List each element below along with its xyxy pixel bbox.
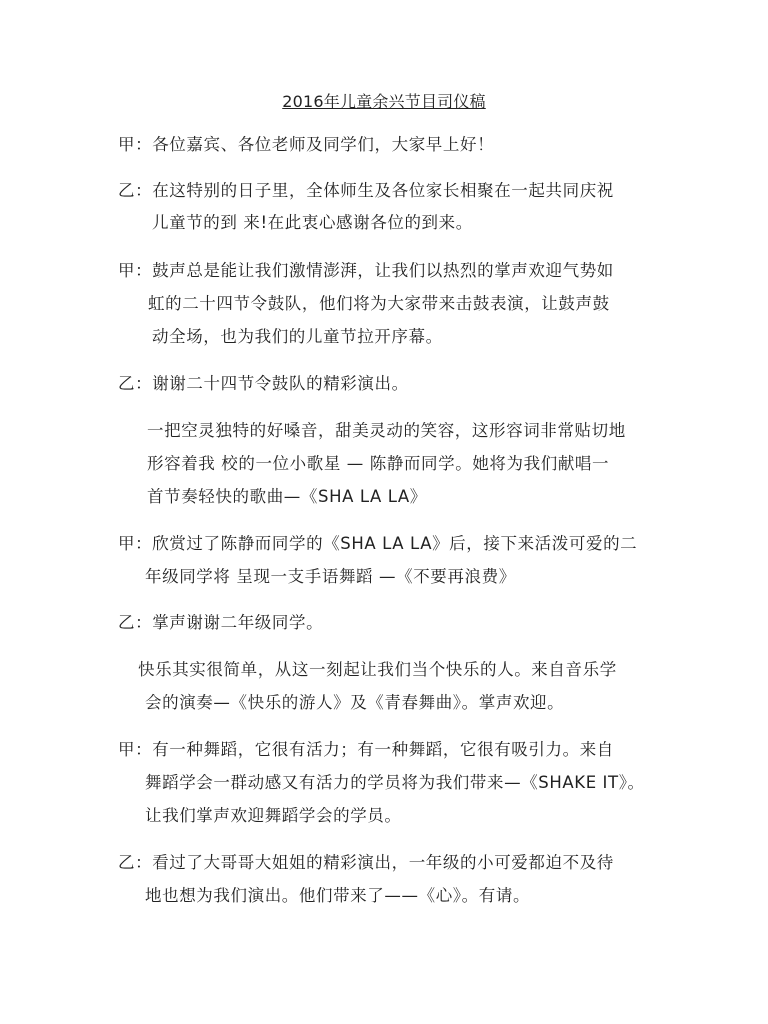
script-line: 一把空灵独特的好嗓音，甜美灵动的笑容，这形容词非常贴切地 [147,421,626,440]
script-line: 甲：有一种舞蹈，它很有活力；有一种舞蹈，它很有吸引力。来自 [118,740,614,759]
script-line: 让我们掌声欢迎舞蹈学会的学员。 [145,806,402,825]
script-line: 乙：在这特别的日子里，全体师生及各位家长相聚在一起共同庆祝 [118,181,614,200]
script-line: 儿童节的到 来!在此衷心感谢各位的到来。 [152,213,473,232]
script-line: 乙：谢谢二十四节令鼓队的精彩演出。 [118,374,409,393]
script-line: 甲：各位嘉宾、各位老师及同学们，大家早上好！ [118,135,495,154]
script-line: 甲：欣赏过了陈静而同学的《SHA LA LA》后，接下来活泼可爱的二 [118,534,638,553]
script-line: 形容着我 校的一位小歌星 — 陈静而同学。她将为我们献唱一 [147,454,610,473]
script-line: 年级同学将 呈现一支手语舞蹈 —《不要再浪费》 [145,567,516,586]
script-line: 动全场，也为我们的儿童节拉开序幕。 [152,327,443,346]
script-line: 地也想为我们演出。他们带来了——《心》。有请。 [145,886,531,905]
script-line: 乙：掌声谢谢二年级同学。 [118,613,324,632]
script-line: 乙：看过了大哥哥大姐姐的精彩演出，一年级的小可爱都迫不及待 [118,853,614,872]
script-line: 首节奏轻快的歌曲—《SHA LA LA》 [147,487,427,506]
script-line: 虹的二十四节令鼓队，他们将为大家带来击鼓表演，让鼓声鼓 [148,294,610,313]
script-line: 舞蹈学会一群动感又有活力的学员将为我们带来—《SHAKE IT》。 [145,773,645,792]
script-line: 会的演奏—《快乐的游人》及《青春舞曲》。掌声欢迎。 [145,693,565,712]
script-line: 甲：鼓声总是能让我们激情澎湃，让我们以热烈的掌声欢迎气势如 [118,261,614,280]
script-line: 快乐其实很简单，从这一刻起让我们当个快乐的人。来自音乐学 [138,660,617,679]
document-title: 2016年儿童余兴节目司仪稿 [282,92,486,111]
